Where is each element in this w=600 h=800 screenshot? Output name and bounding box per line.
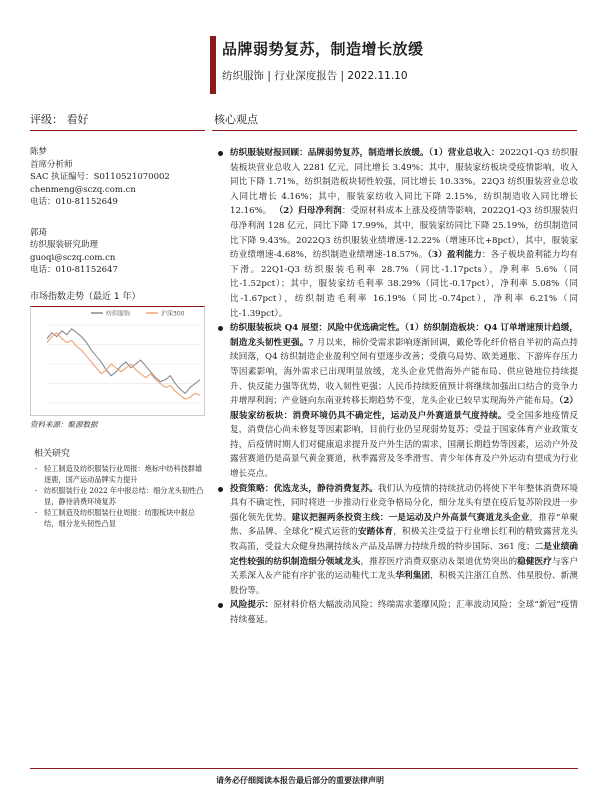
analyst-phone: 电话：010-81152649: [30, 197, 118, 207]
para-text: ，推荐医疗消费双驱动＆渠道优势突出的: [360, 556, 518, 567]
para-text: ，积极关注浙江自然、伟星股份、新澳股份等。: [230, 571, 578, 596]
bullet-icon: [218, 487, 223, 492]
analyst-phone: 电话：010-81152647: [30, 265, 118, 275]
para-text: ，推荐“单聚焦、多品牌、全球化”模式运营的: [230, 512, 578, 538]
para-bold: （2）服装家纺板块：消费环境仍具不确定性，运动及户外赛道景气度持续。: [230, 396, 578, 421]
para-bold: 稳健医疗: [517, 556, 552, 567]
para-text: 7 月以来，棉价受需求影响逐渐回调，戴伦等化纤价格自半初的高点持续回落，Q4 纺织制造企业盈利空间有望逐步改善；受俄乌局势、欧美通胀、下游库存压力等因素影响，海外需求已出现明显放缓，龙头企业凭借海外产能布局、供应链地位持续提升、快反能力强等优势，收入韧性更强；人民币持续贬值预计将继续加强出口结合的竞争力并增厚利润；产业链向东南亚转移长期趋势不变，龙头企业已较早实现海外产能布局。: [230, 337, 578, 407]
paragraph-review: [216, 146, 578, 321]
bullet-icon: [218, 326, 223, 331]
related-item[interactable]: - 纺织服装行业 2022 年中报总结：细分龙头韧性凸显，静待消费环境复苏: [30, 486, 205, 507]
analyst-role: 纺织服装研究助理: [30, 240, 99, 250]
legal-disclaimer: 请务必仔细阅读本报告最后部分的重要法律声明: [216, 775, 384, 785]
para-bold: 纺织服装板块 Q4 展望：风险中优选确定性。（1）纺织制造板块：Q4 订单增速预计趋缓，制造龙头韧性更强。: [230, 323, 578, 348]
para-bold: （2）归母净利润: [274, 206, 342, 217]
related-item[interactable]: - 轻工制造及纺织服装行业周报：纺服板块中报总结，细分龙头韧性凸显: [30, 508, 205, 529]
analyst-card: [30, 227, 205, 277]
legend-label: 纺织服饰: [106, 310, 131, 318]
footer-divider: [30, 768, 578, 769]
bullet-icon: [218, 151, 223, 156]
related-item[interactable]: - 轻工制造及纺织服装行业周报：炮标中纺科技群雄逐鹿，国产运动品牌实力提升: [30, 464, 205, 485]
left-divider: [30, 130, 205, 131]
rating-label: 评级： 看好: [30, 113, 89, 126]
para-bold: 风险提示：: [230, 600, 274, 611]
para-bold: 安踏体育: [357, 527, 394, 538]
para-text: 原材料价格大幅波动风险；终端需求萎靡风险；汇率波动风险；全球“新冠”疫情持续蔓延。: [230, 600, 578, 625]
analyst-name: 陈梦: [30, 147, 48, 157]
para-bold: （3）盈利能力: [427, 250, 482, 261]
core-views-heading: 核心观点: [214, 113, 258, 126]
para-text: ：各子板块盈利能力均有下滑。22Q1-Q3 纺织服装毛利率 28.7%（同比-1.17pcts），净利率 5.6%（同比-1.52pct）；其中，服装家纺毛利率 38.29%（同比-0.17pct），净利率 5.08%（同比-1.67pct），纺织制造毛利率 16.19%（同比-0.74pct），净利率 6.21%（同比-1.39pct）。: [230, 250, 578, 319]
para-bold: 建议把握两条投资主线：一是运动及户外高景气赛道龙头企业: [291, 512, 530, 523]
para-bold: 二是业绩确定性较强的纺织制造细分领域龙头: [230, 542, 578, 567]
para-text: 受全国多地疫情反复，消费信心尚未修复等因素影响，目前行业仍呈现弱势复苏；受益于国家体育产业政策支持，后疫情时期人们对健康追求提升及户外生活的需求，国潮长期趋势等因素，运动户外及露营赛道仍是高景气黄金赛道，秋季露营及冬季滑雪、青少年体育及户外运动有望成为行业增长亮点。: [230, 410, 578, 480]
para-bold: 投资策略：优选龙头，静待消费复苏。: [230, 483, 378, 494]
para-text: 我们认为疫情的持续扰动仍将使下半年整体消费环境具有不确定性，同时将进一步推动行业竞争格局分化，细分龙头有望在疫后复苏阶段进一步强化领先优势。: [230, 483, 578, 523]
analyst-cert: SAC 执证编号：S0110521070002: [30, 172, 170, 182]
para-bold: 纺织服装财报回顾：品牌弱势复苏，制造增长放缓。（1）营业总收入：: [230, 148, 500, 158]
index-chart-svg: [31, 307, 204, 415]
paragraph-outlook: [216, 321, 578, 482]
chart-source: 资料来源：聚源数据: [30, 420, 98, 429]
report-subtitle: 纺织服饰 | 行业深度报告 | 2022.11.10: [222, 70, 408, 82]
related-list: [30, 464, 205, 529]
index-chart: [30, 306, 205, 416]
analyst-name: 郭琦: [30, 227, 48, 238]
para-text: ：受原材料成本上涨及疫情等影响，2022Q1-Q3 纺织服装归母净利润 128 亿元，同比下降 17.99%，其中，服装家纺同比下降 25.19%，纺织制造同比下降 9.43%。2022Q3 纺织服装业绩增速-12.22%（增速环比+8pct），其中，服装家纺业绩增速-4.68%，纺织制造业绩增速-18.57%。: [230, 206, 578, 261]
series-line: [47, 333, 200, 399]
chart-title: 市场指数走势（最近 1 年）: [30, 291, 141, 302]
header-accent-bar: [210, 36, 216, 94]
report-title: 品牌弱势复苏，制造增长放缓: [222, 40, 424, 58]
related-research: [30, 448, 205, 530]
right-divider: [212, 130, 577, 131]
para-bold: 华利集团: [395, 571, 431, 582]
para-text: ，积极关注受益于行业增长红利的精致露营龙头牧高笛，受益大众健身热潮持续＆产品及品牌力持续升级的特步国际、361 度；: [230, 527, 578, 553]
related-heading: 相关研究: [34, 448, 71, 459]
core-views-body: [216, 146, 578, 628]
analyst-card: [30, 146, 205, 209]
paragraph-strategy: [216, 482, 578, 599]
legend-label: 沪深300: [161, 310, 185, 318]
analyst-email[interactable]: guoqi@sczq.com.cn: [30, 252, 116, 263]
paragraph-risk: [216, 598, 578, 627]
analyst-email[interactable]: chenmeng@sczq.com.cn: [30, 184, 136, 195]
sidebar: [30, 146, 205, 530]
bullet-icon: [218, 603, 223, 608]
para-text: 2022Q1-Q3 纺织服装板块营业总收入 2281 亿元，同比增长 3.49%；其中，服装家纺板块受疫情影响，收入同比下降 1.71%，纺织制造板块韧性较强，同比增长 10.33%。22Q3 纺织服装营业总收入同比增长 4.16%；其中，服装家纺收入同比下降 2.15%，纺织制造收入同比增长 12.16%。: [230, 148, 578, 217]
para-text: 与客户关系深入＆产能有序扩张的运动鞋代工龙头: [230, 556, 578, 582]
analyst-role: 首席分析师: [30, 159, 73, 170]
